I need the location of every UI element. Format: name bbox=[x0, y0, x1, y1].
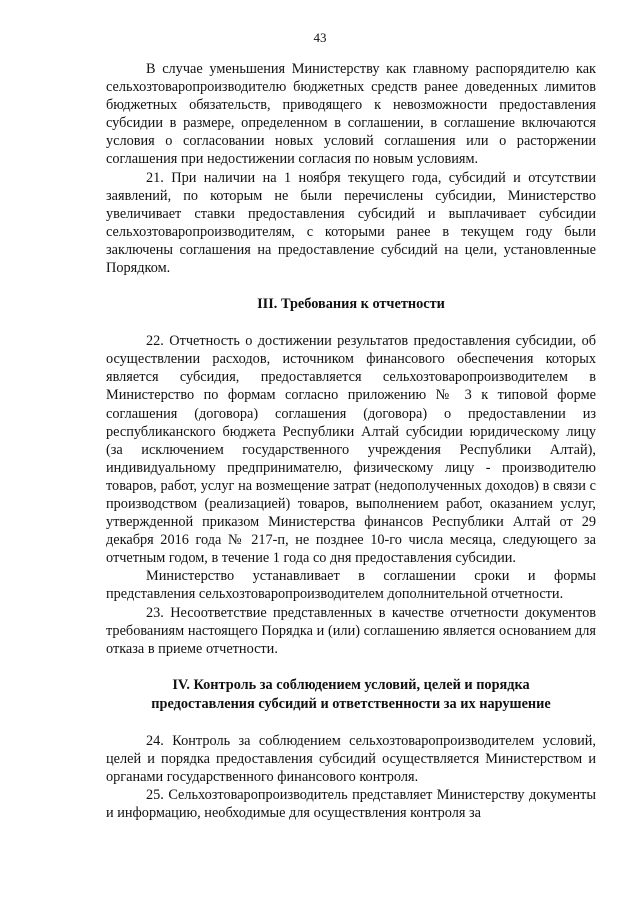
section-4-heading-line-2: предоставления субсидий и ответственности за их нарушение bbox=[151, 695, 551, 712]
section-4-heading bbox=[106, 676, 596, 714]
page-number: 43 bbox=[313, 30, 327, 45]
section-4-heading-line-1: IV. Контроль за соблюдением условий, целей и порядка bbox=[172, 676, 530, 693]
paragraph-budget-reduction: В случае уменьшения Министерству как главному распорядителю как сельхозтоваропроизводителю бюджетных средств ранее доведенных лимитов бюджетных обязательств, приводящего к невозможности предоставления субсидии в размере, определенном в соглашении, в соглашение включаются условия о согласовании новых условий соглашения или о расторжении соглашения при недостижении согласия по новым условиям. bbox=[106, 61, 596, 168]
paragraph-21: 21. При наличии на 1 ноября текущего года, субсидий и отсутствии заявлений, по которым не были перечислены субсидии, Министерство увеличивает ставки предоставления субсидий и выплачивает субсидии сельхозтоваропроизводителям, с которыми ранее в текущем году были заключены соглашения на предоставление субсидий на цели, установленные Порядком. bbox=[106, 169, 596, 277]
document-body bbox=[106, 60, 596, 822]
paragraph-24: 24. Контроль за соблюдением сельхозтоваропроизводителем условий, целей и порядка предоставления субсидий осуществляется Министерством и органами государственного финансового контроля. bbox=[106, 732, 596, 785]
paragraph-23: 23. Несоответствие представленных в качестве отчетности документов требованиям настоящего Порядка и (или) соглашению является основанием для отказа в приеме отчетности. bbox=[106, 604, 596, 657]
paragraph-22: 22. Отчетность о достижении результатов предоставления субсидии, об осуществлении расходов, источником финансового обеспечения которых является субсидия, предоставляется сельхозтоваропроизводителем в Министерство по формам согласно приложению № 3 к типовой форме соглашения (договора) соглашения (договора) о предоставлении из республиканского бюджета Республики Алтай субсидии юридическому лицу (за исключением государственного учреждения Республики Алтай), индивидуальному предпринимателю, физическому лицу - производителю товаров, работ, услуг на возмещение затрат (недополученных доходов) в связи с производством (реализацией) товаров, выполнением работ, оказанием услуг, утвержденной приказом Министерства финансов Республики Алтай от 29 декабря 2016 года № 217-п, не позднее 10-го числа месяца, следующего за отчетным годом, в течение 1 года со дня предоставления субсидии. bbox=[106, 333, 596, 567]
paragraph-25: 25. Сельхозтоваропроизводитель представляет Министерству документы и информацию, необходимые для осуществления контроля за bbox=[106, 787, 596, 822]
paragraph-ministry-additional-reporting: Министерство устанавливает в соглашении сроки и формы представления сельхозтоваропроизводителем дополнительной отчетности. bbox=[106, 568, 596, 603]
section-3-heading: III. Требования к отчетности bbox=[257, 296, 445, 313]
